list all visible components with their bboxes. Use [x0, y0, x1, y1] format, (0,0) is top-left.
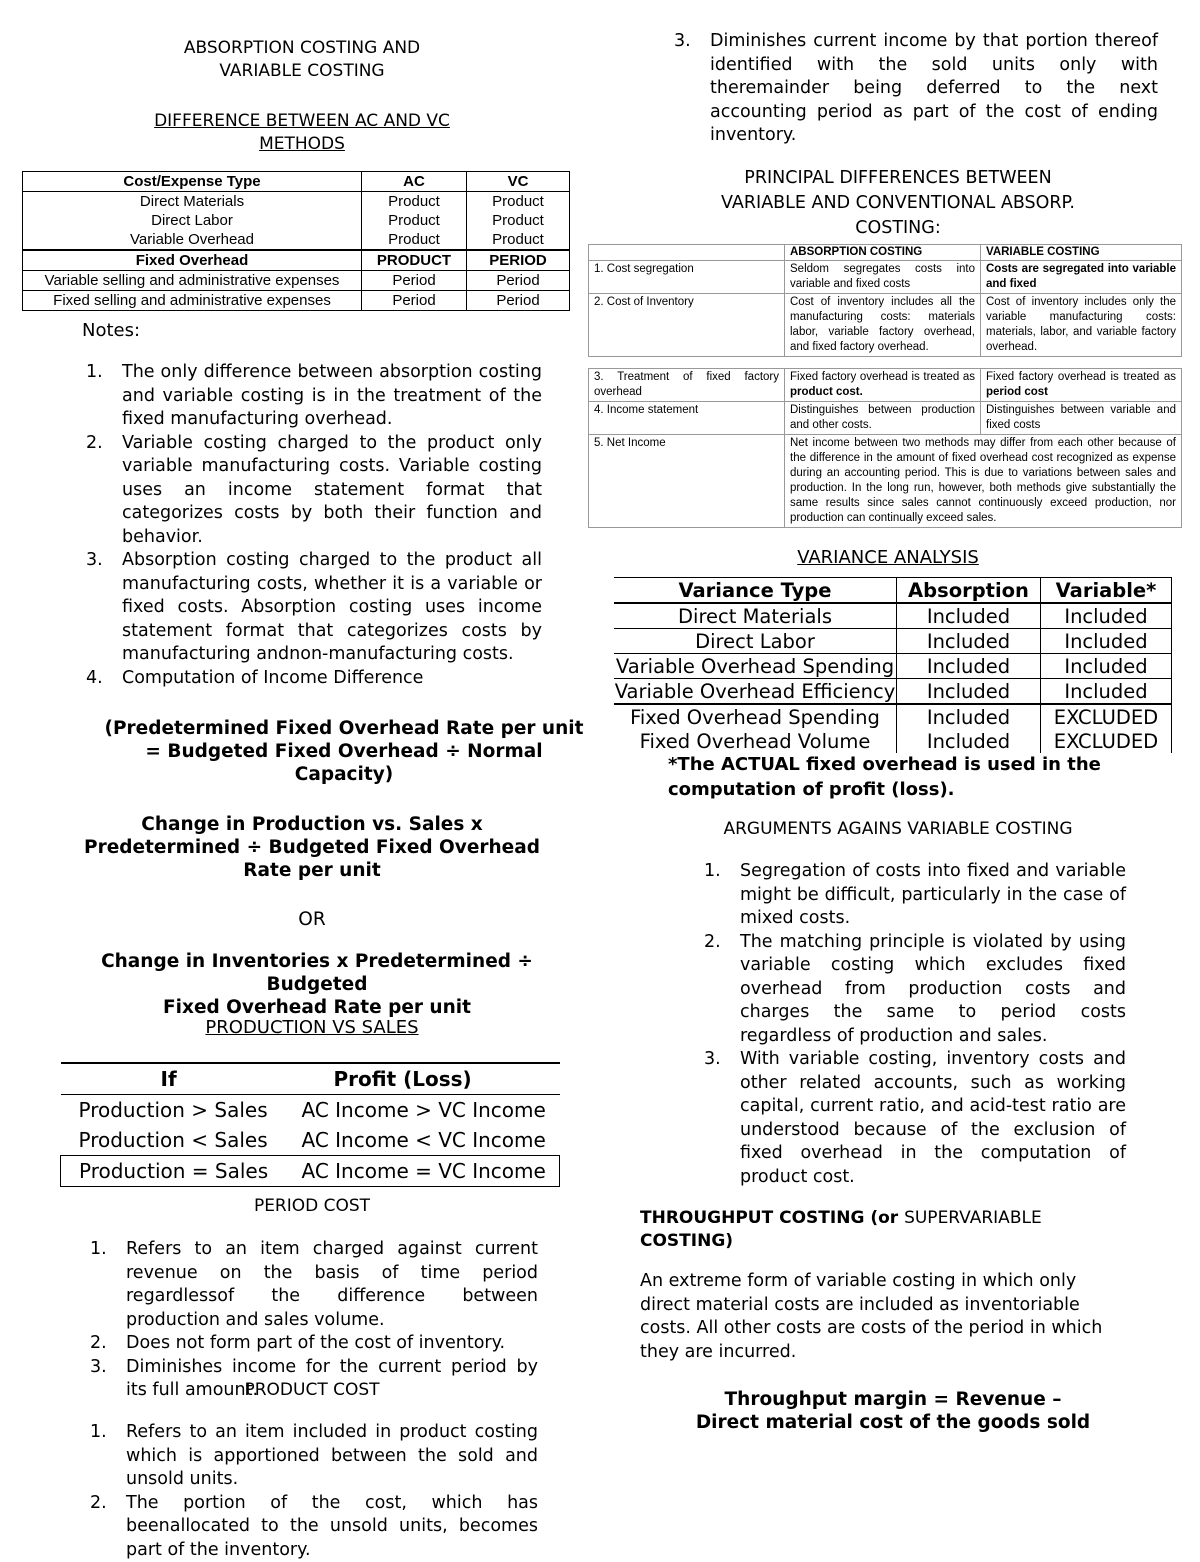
- table-cell: Direct Materials: [614, 603, 897, 629]
- table-row: [23, 192, 570, 212]
- list-number: 2.: [90, 1492, 107, 1516]
- table-cell: EXCLUDED: [1041, 729, 1172, 753]
- list-item: [674, 30, 1158, 148]
- list-number: 4.: [86, 667, 103, 691]
- principal-differences-table-continued: [588, 368, 1182, 528]
- table-cell: Included: [897, 603, 1041, 629]
- table-cell: Included: [897, 729, 1041, 753]
- table-cell: Included: [1041, 654, 1172, 679]
- table-cell: [785, 369, 981, 402]
- list-number: 3.: [674, 30, 691, 54]
- heading-line: DIFFERENCE BETWEEN AC AND VC: [22, 110, 582, 133]
- table-cell: Product: [467, 192, 570, 212]
- list-number: 1.: [90, 1238, 107, 1262]
- list-text: Diminishes current income by that portion thereof identified with the sold units only with theremainder being deferred to the next accounting period as part of the cost of ending inventory.: [710, 31, 1158, 145]
- table-row: [614, 629, 1172, 654]
- list-item: [90, 1421, 538, 1492]
- table-row: [61, 1156, 560, 1187]
- table-cell: Included: [897, 704, 1041, 729]
- table-cell: Period: [467, 291, 570, 311]
- arguments-heading: ARGUMENTS AGAINS VARIABLE COSTING: [688, 819, 1108, 839]
- table-cell: Period: [467, 271, 570, 291]
- heading-normal: SUPERVARIABLE: [904, 1208, 1042, 1228]
- table-header: Cost/Expense Type: [23, 172, 362, 192]
- principal-differences-heading: [618, 166, 1178, 241]
- note-line: *The ACTUAL fixed overhead is used in the: [668, 752, 1168, 777]
- variance-note: [668, 752, 1168, 802]
- table-cell: Cost of inventory includes only the variable manufacturing costs: materials, labor, and variable factory overhead.: [981, 294, 1182, 357]
- list-number: 2.: [90, 1332, 107, 1356]
- list-number: 3.: [90, 1356, 107, 1380]
- table-cell: Cost of inventory includes all the manufacturing costs: materials labor, variable factory overhead, and fixed factory overhead.: [785, 294, 981, 357]
- table-cell: Direct Labor: [23, 211, 362, 230]
- table-cell: Production > Sales: [61, 1095, 282, 1126]
- list-item: [90, 1238, 538, 1332]
- list-number: 2.: [704, 931, 721, 955]
- table-cell: Net income between two methods may differ from each other because of the difference in the amount of fixed overhead cost recognized as expense during an accounting period. This is due to variations between sales and production. In the long run, however, both methods give substantially the same results since sales cannot continuously exceed production, nor production can continually exceed sales.: [785, 435, 1182, 528]
- formula-line: Fixed Overhead Rate per unit: [52, 996, 582, 1019]
- table-cell: Costs are segregated into variable and fixed: [981, 261, 1182, 294]
- table-cell: Included: [897, 629, 1041, 654]
- cost-type-table: [22, 171, 570, 311]
- table-row: [589, 294, 1182, 357]
- doc-title: [22, 37, 582, 83]
- table-cell: Fixed Overhead Spending: [614, 704, 897, 729]
- table-row: [589, 435, 1182, 528]
- table-cell: Distinguishes between variable and fixed costs: [981, 402, 1182, 435]
- table-row: [614, 679, 1172, 705]
- list-number: 3.: [86, 549, 103, 573]
- table-row: [589, 261, 1182, 294]
- list-text: The portion of the cost, which has beenallocated to the unsold units, becomes part of the inventory.: [126, 1493, 538, 1560]
- table-cell: Included: [1041, 603, 1172, 629]
- list-item: [704, 1048, 1126, 1189]
- list-item: [704, 860, 1126, 931]
- product-cost-heading: PRODUCT COST: [142, 1380, 482, 1400]
- throughput-description: An extreme form of variable costing in which only direct material costs are included as inventoriable costs. All other costs are costs of the period in which they are incurred.: [640, 1270, 1110, 1364]
- list-text: Does not form part of the cost of inventory.: [126, 1333, 505, 1353]
- or-divider: OR: [262, 908, 362, 931]
- list-text: The matching principle is violated by using variable costing which excludes fixed overhead from production costs and charges the same to period costs regardless of production and sales.: [740, 932, 1126, 1046]
- note-line: computation of profit (loss).: [668, 777, 1168, 802]
- table-header: Profit (Loss): [282, 1063, 560, 1095]
- formula-line: Capacity): [94, 763, 594, 786]
- table-cell: Product: [362, 192, 467, 212]
- table-header: Variable*: [1041, 578, 1172, 604]
- heading-line: VARIABLE AND CONVENTIONAL ABSORP.: [618, 191, 1178, 216]
- formula-line: Change in Inventories x Predetermined ÷ Budgeted: [52, 950, 582, 996]
- list-item: [90, 1332, 538, 1356]
- table-cell: AC Income = VC Income: [282, 1156, 560, 1187]
- table-cell: EXCLUDED: [1041, 704, 1172, 729]
- table-cell: Distinguishes between production and other costs.: [785, 402, 981, 435]
- table-cell: Fixed Overhead: [23, 250, 362, 271]
- table-cell: PERIOD: [467, 250, 570, 271]
- table-cell: [981, 369, 1182, 402]
- heading-line: METHODS: [22, 133, 582, 156]
- table-cell: Fixed Overhead Volume: [614, 729, 897, 753]
- period-cost-list: [90, 1238, 538, 1403]
- table-cell: Fixed selling and administrative expenses: [23, 291, 362, 311]
- list-text: Refers to an item included in product costing which is apportioned between the sold and unsold units.: [126, 1422, 538, 1489]
- table-header: AC: [362, 172, 467, 192]
- table-cell: AC Income > VC Income: [282, 1095, 560, 1126]
- title-line: ABSORPTION COSTING AND: [22, 37, 582, 60]
- formula-rate: [94, 717, 594, 786]
- table-cell: Variable Overhead: [23, 230, 362, 250]
- notes-heading: Notes:: [82, 320, 140, 341]
- table-row: [23, 211, 570, 230]
- notes-list: [86, 361, 542, 690]
- table-cell: 2. Cost of Inventory: [589, 294, 785, 357]
- list-number: 1.: [704, 860, 721, 884]
- table-header: If: [61, 1063, 282, 1095]
- table-row: [61, 1125, 560, 1156]
- table-row: [61, 1095, 560, 1126]
- table-row: [23, 271, 570, 291]
- throughput-heading: [640, 1207, 1110, 1253]
- table-row: [23, 291, 570, 311]
- title-line: VARIABLE COSTING: [22, 60, 582, 83]
- table-header-row: [589, 245, 1182, 261]
- throughput-formula: [648, 1388, 1138, 1434]
- table-row: [23, 230, 570, 250]
- table-cell: 5. Net Income: [589, 435, 785, 528]
- table-row: [589, 369, 1182, 402]
- table-cell: 3. Treatment of fixed factory overhead: [589, 369, 785, 402]
- cell-emphasis: product cost.: [790, 386, 863, 398]
- list-text: The only difference between absorption costing and variable costing is in the treatment of the fixed manufacturing overhead.: [122, 362, 542, 429]
- table-header: Absorption: [897, 578, 1041, 604]
- table-cell: 4. Income statement: [589, 402, 785, 435]
- table-header-row: [61, 1063, 560, 1095]
- table-cell: Period: [362, 291, 467, 311]
- table-cell: Seldom segregates costs into variable and fixed costs: [785, 261, 981, 294]
- list-text: With variable costing, inventory costs and other related accounts, such as working capital, current ratio, and acid-test ratio are understood because of the exclusion of fixed overhead in the computation of product cost.: [740, 1049, 1126, 1187]
- variance-table: [614, 577, 1172, 753]
- heading-line: PRINCIPAL DIFFERENCES BETWEEN: [618, 166, 1178, 191]
- list-item: [86, 361, 542, 432]
- table-row: [614, 603, 1172, 629]
- list-item: [704, 931, 1126, 1049]
- list-item: [86, 549, 542, 667]
- formula-inventories: [52, 950, 582, 1019]
- formula-line: Predetermined ÷ Budgeted Fixed Overhead: [62, 836, 562, 859]
- list-item: [86, 667, 542, 691]
- production-sales-heading: PRODUCTION VS SALES: [112, 1017, 512, 1038]
- table-cell: Production = Sales: [61, 1156, 282, 1187]
- table-cell: Direct Materials: [23, 192, 362, 212]
- table-cell: AC Income < VC Income: [282, 1125, 560, 1156]
- table-cell: Product: [362, 230, 467, 250]
- product-cost-list-continued: [674, 30, 1158, 148]
- list-number: 3.: [704, 1048, 721, 1072]
- table-cell: Production < Sales: [61, 1125, 282, 1156]
- period-cost-heading: PERIOD COST: [142, 1196, 482, 1216]
- table-cell: 1. Cost segregation: [589, 261, 785, 294]
- table-cell: Product: [362, 211, 467, 230]
- formula-line: Change in Production vs. Sales x: [62, 813, 562, 836]
- table-cell: Direct Labor: [614, 629, 897, 654]
- formula-line: = Budgeted Fixed Overhead ÷ Normal: [94, 740, 594, 763]
- table-row: [614, 729, 1172, 753]
- table-header: Variance Type: [614, 578, 897, 604]
- table-cell: Variable selling and administrative expenses: [23, 271, 362, 291]
- formula-line: (Predetermined Fixed Overhead Rate per unit: [94, 717, 594, 740]
- table-row: [614, 704, 1172, 729]
- table-header: VARIABLE COSTING: [981, 245, 1182, 261]
- product-cost-list: [90, 1421, 538, 1562]
- table-cell: Variable Overhead Spending: [614, 654, 897, 679]
- table-cell: Product: [467, 230, 570, 250]
- list-number: 1.: [90, 1421, 107, 1445]
- production-sales-table: [60, 1062, 560, 1187]
- difference-heading: [22, 110, 582, 156]
- table-row: [589, 402, 1182, 435]
- heading-bold: COSTING): [640, 1231, 733, 1251]
- formula-line: Throughput margin = Revenue –: [648, 1388, 1138, 1411]
- table-header-row: [614, 578, 1172, 604]
- list-text: Variable costing charged to the product only variable manufacturing costs. Variable costing uses an income statement format that categorizes costs by both their function and behavior.: [122, 433, 542, 547]
- variance-analysis-heading: VARIANCE ANALYSIS: [738, 547, 1038, 568]
- table-header-row: [23, 172, 570, 192]
- list-number: 1.: [86, 361, 103, 385]
- list-text: Refers to an item charged against current revenue on the basis of time period regardlessof the difference between production and sales volume.: [126, 1239, 538, 1330]
- list-item: [90, 1492, 538, 1562]
- table-cell: Included: [897, 654, 1041, 679]
- table-header: VC: [467, 172, 570, 192]
- list-text: Absorption costing charged to the product all manufacturing costs, whether it is a variable or fixed costs. Absorption costing uses income statement format that categorizes costs by manufacturing andnon-manufacturing costs.: [122, 550, 542, 664]
- formula-line: Rate per unit: [62, 859, 562, 882]
- list-text: Computation of Income Difference: [122, 668, 423, 688]
- heading-line: COSTING:: [618, 216, 1178, 241]
- arguments-list: [704, 860, 1126, 1189]
- list-text: Diminishes income for the current period by its full amount.: [126, 1357, 538, 1401]
- formula-line: Direct material cost of the goods sold: [648, 1411, 1138, 1434]
- table-cell: Period: [362, 271, 467, 291]
- cell-emphasis: period cost: [986, 386, 1048, 398]
- table-cell: Included: [1041, 629, 1172, 654]
- list-number: 2.: [86, 432, 103, 456]
- heading-bold: THROUGHPUT COSTING (or: [640, 1208, 904, 1228]
- table-cell: Included: [897, 679, 1041, 705]
- principal-differences-table: [588, 244, 1182, 357]
- cell-text: Fixed factory overhead is treated as: [790, 371, 975, 383]
- table-row: [23, 250, 570, 271]
- list-text: Segregation of costs into fixed and variable might be difficult, particularly in the case of mixed costs.: [740, 861, 1126, 928]
- table-cell: Included: [1041, 679, 1172, 705]
- table-header: ABSORPTION COSTING: [785, 245, 981, 261]
- table-cell: PRODUCT: [362, 250, 467, 271]
- table-row: [614, 654, 1172, 679]
- list-item: [86, 432, 542, 550]
- formula-production-sales: [62, 813, 562, 882]
- table-cell: Product: [467, 211, 570, 230]
- table-cell: Variable Overhead Efficiency: [614, 679, 897, 705]
- cell-text: Fixed factory overhead is treated as: [986, 371, 1176, 383]
- table-header: [589, 245, 785, 261]
